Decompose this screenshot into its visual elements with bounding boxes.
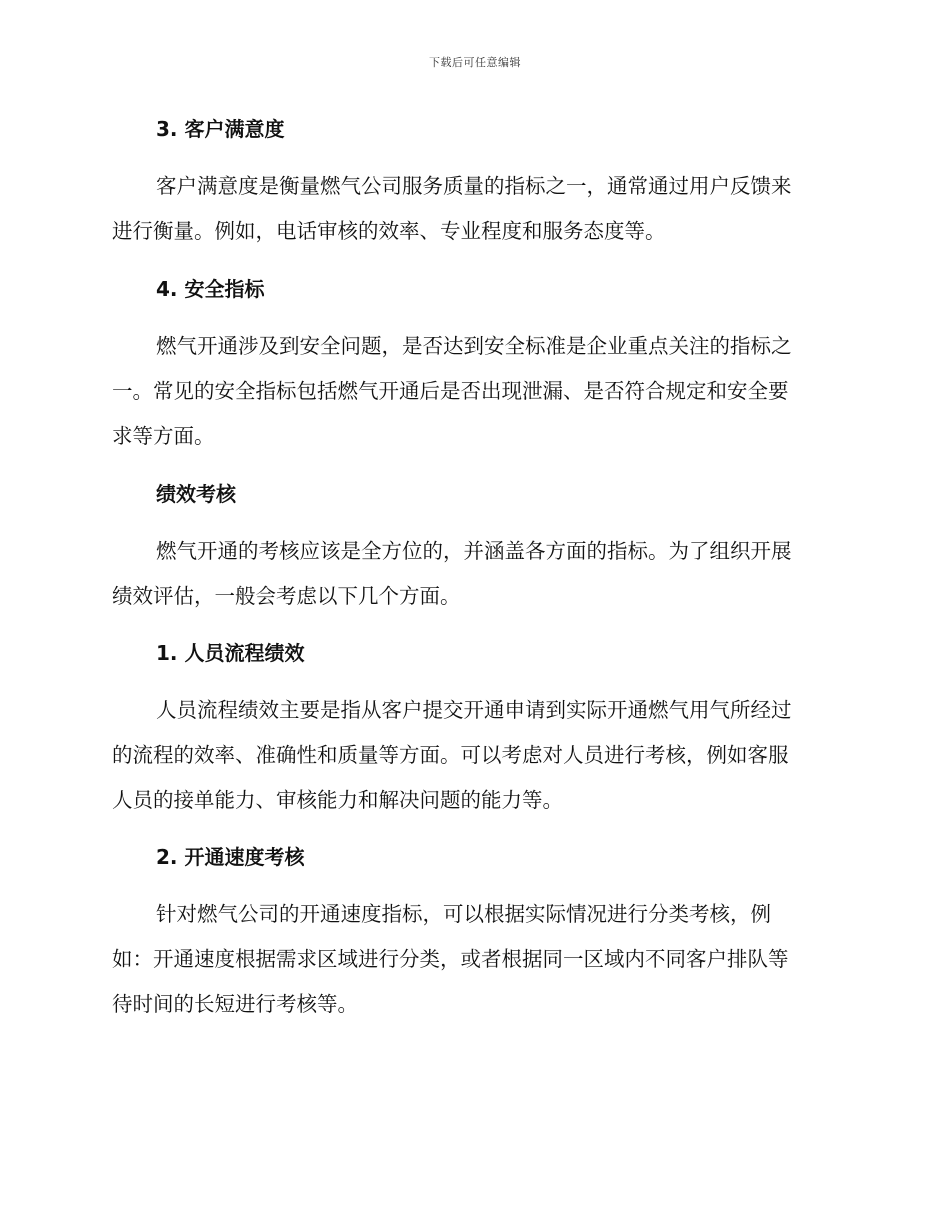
paragraph-line: 燃气开通的考核应该是全方位的，并涵盖各方面的指标。为了组织开展 <box>156 539 792 563</box>
section-heading-customer-satisfaction: 3. 客户满意度 <box>156 117 285 141</box>
paragraph-line: 求等方面。 <box>112 424 215 448</box>
paragraph-line: 的流程的效率、准确性和质量等方面。可以考虑对人员进行考核，例如客服 <box>112 743 789 767</box>
paragraph-line: 绩效评估，一般会考虑以下几个方面。 <box>112 584 461 608</box>
section-heading-safety-indicators: 4. 安全指标 <box>156 277 265 301</box>
paragraph-safety-indicators <box>112 324 832 459</box>
section-heading-personnel-process: 1. 人员流程绩效 <box>156 641 305 665</box>
paragraph-customer-satisfaction <box>112 164 832 254</box>
paragraph-line: 一。常见的安全指标包括燃气开通后是否出现泄漏、是否符合规定和安全要 <box>112 379 789 403</box>
paragraph-line: 燃气开通涉及到安全问题，是否达到安全标准是企业重点关注的指标之 <box>156 334 792 358</box>
paragraph-line: 进行衡量。例如，电话审核的效率、专业程度和服务态度等。 <box>112 219 666 243</box>
page-header: 下载后可任意编辑 <box>429 56 521 69</box>
paragraph-personnel-process <box>112 688 832 823</box>
paragraph-performance-assessment <box>112 529 832 619</box>
paragraph-line: 待时间的长短进行考核等。 <box>112 992 358 1016</box>
paragraph-line: 如：开通速度根据需求区域进行分类，或者根据同一区域内不同客户排队等 <box>112 947 789 971</box>
section-heading-performance-assessment: 绩效考核 <box>156 482 236 506</box>
paragraph-activation-speed <box>112 892 832 1027</box>
section-heading-activation-speed: 2. 开通速度考核 <box>156 845 305 869</box>
paragraph-line: 针对燃气公司的开通速度指标，可以根据实际情况进行分类考核，例 <box>156 902 771 926</box>
paragraph-line: 人员的接单能力、审核能力和解决问题的能力等。 <box>112 788 563 812</box>
paragraph-line: 人员流程绩效主要是指从客户提交开通申请到实际开通燃气用气所经过 <box>156 698 792 722</box>
paragraph-line: 客户满意度是衡量燃气公司服务质量的指标之一，通常通过用户反馈来 <box>156 174 792 198</box>
